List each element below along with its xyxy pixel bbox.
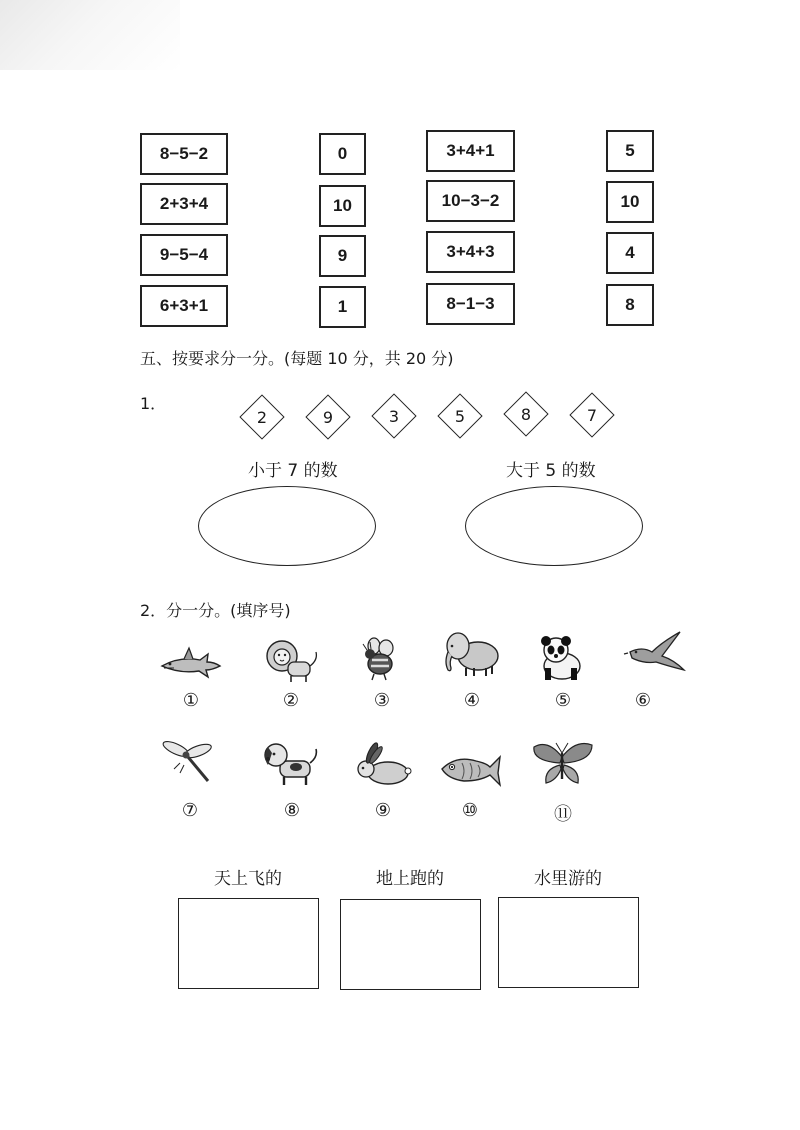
answer-oval-left[interactable]: [198, 486, 376, 566]
diamond-number[interactable]: 9: [322, 408, 334, 427]
category-label-water: 水里游的: [534, 869, 602, 889]
scan-corner-shadow: [0, 0, 180, 70]
group-label-less-than-7: 小于 7 的数: [248, 461, 338, 481]
animal-number: ⑥: [634, 690, 652, 711]
animal-number: ③: [373, 690, 391, 711]
animal-number: ⑧: [283, 800, 301, 821]
expression-box[interactable]: 8−1−3: [426, 283, 515, 325]
question-2-label: 2．分一分。(填序号): [140, 601, 291, 620]
lion-icon: [258, 636, 322, 684]
animal-number: ⑤: [554, 690, 572, 711]
elephant-icon: [440, 630, 504, 678]
question-1-label: 1．: [140, 394, 167, 413]
expression-box[interactable]: 10−3−2: [426, 180, 515, 222]
animal-number: ②: [282, 690, 300, 711]
expression-box[interactable]: 3+4+3: [426, 231, 515, 273]
bee-icon: [352, 636, 416, 684]
butterfly-icon: [530, 739, 594, 787]
section-heading: 五、按要求分一分。(每题 10 分，共 20 分): [140, 349, 454, 368]
number-box[interactable]: 5: [606, 130, 654, 172]
shark-icon: [158, 640, 222, 688]
diamond-number[interactable]: 8: [520, 405, 532, 424]
number-box[interactable]: 8: [606, 284, 654, 326]
diamond-number[interactable]: 2: [256, 408, 268, 427]
diamond-number[interactable]: 3: [388, 407, 400, 426]
group-label-greater-than-5: 大于 5 的数: [506, 461, 596, 481]
number-box[interactable]: 9: [319, 235, 366, 277]
number-box[interactable]: 10: [606, 181, 654, 223]
expression-box[interactable]: 6+3+1: [140, 285, 228, 327]
swallow-icon: [622, 630, 686, 678]
category-label-sky: 天上飞的: [214, 869, 282, 889]
animal-number: ⑨: [374, 800, 392, 821]
number-box[interactable]: 1: [319, 286, 366, 328]
expression-box[interactable]: 8−5−2: [140, 133, 228, 175]
dog-icon: [260, 739, 324, 787]
fish-icon: [438, 743, 502, 791]
expression-box[interactable]: 9−5−4: [140, 234, 228, 276]
number-box[interactable]: 10: [319, 185, 366, 227]
expression-box[interactable]: 3+4+1: [426, 130, 515, 172]
category-label-land: 地上跑的: [376, 869, 444, 889]
animal-number: ⑦: [181, 800, 199, 821]
animal-number: ④: [463, 690, 481, 711]
panda-icon: [528, 634, 592, 682]
expression-box[interactable]: 2+3+4: [140, 183, 228, 225]
diamond-number[interactable]: 5: [454, 407, 466, 426]
answer-box-sky[interactable]: [178, 898, 319, 989]
answer-oval-right[interactable]: [465, 486, 643, 566]
answer-box-water[interactable]: [498, 897, 639, 988]
animal-number: ⑩: [461, 800, 479, 821]
number-box[interactable]: 4: [606, 232, 654, 274]
animal-number: ⑪: [554, 804, 572, 825]
diamond-number[interactable]: 7: [586, 406, 598, 425]
animal-number: ①: [182, 690, 200, 711]
rabbit-icon: [350, 741, 414, 789]
dragonfly-icon: [158, 737, 222, 785]
answer-box-land[interactable]: [340, 899, 481, 990]
number-box[interactable]: 0: [319, 133, 366, 175]
